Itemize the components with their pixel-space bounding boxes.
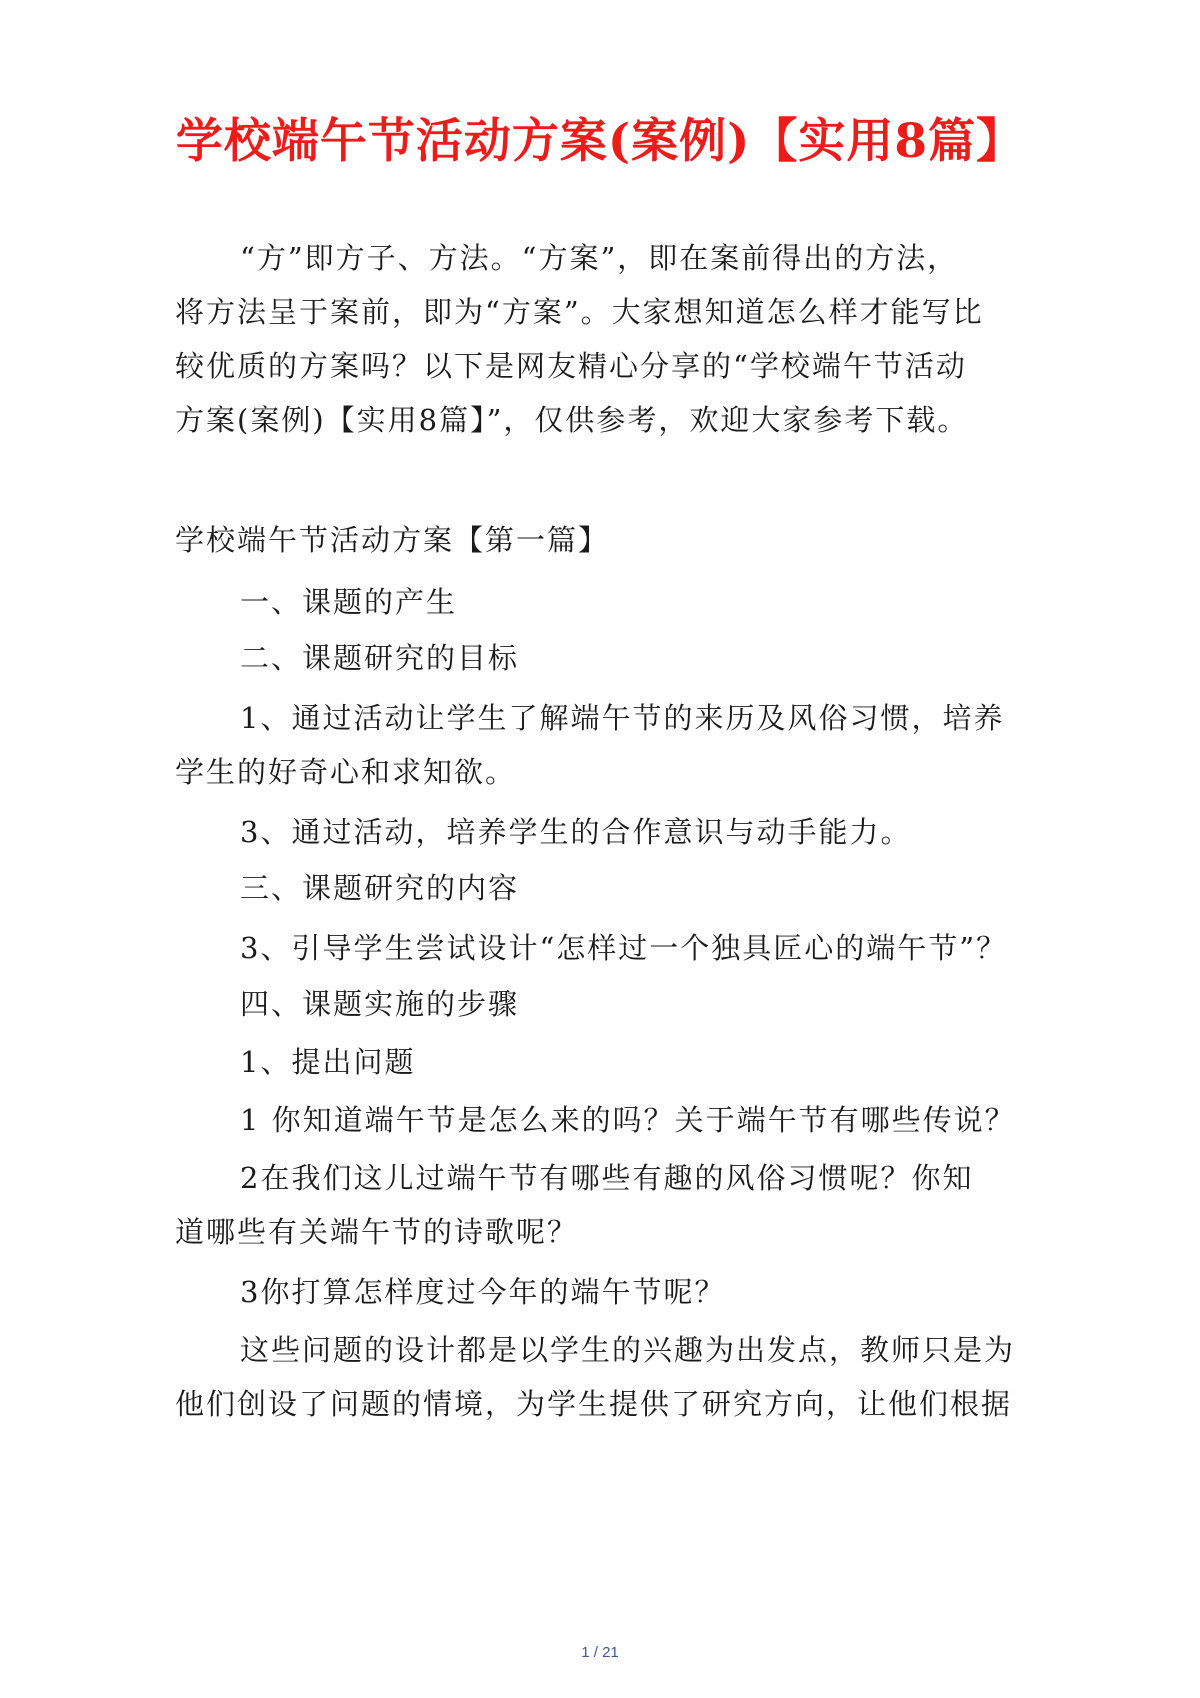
body-line: 二、课题研究的目标 [240,641,520,675]
intro-paragraph-line: 将方法呈于案前，即为“方案”。大家想知道怎么样才能写比 [175,295,984,329]
body-line: 1、提出问题 [240,1045,416,1079]
body-line: 3、引导学生尝试设计“怎样过一个独具匠心的端午节”？ [240,931,1008,965]
body-line: 1、通过活动让学生了解端午节的来历及风俗习惯，培养 [240,701,1005,735]
body-line: 3你打算怎样度过今年的端午节呢？ [240,1275,726,1309]
body-line: 三、课题研究的内容 [240,871,520,905]
body-line: 一、课题的产生 [240,585,458,619]
section-heading: 学校端午节活动方案【第一篇】 [175,523,610,557]
intro-paragraph-line: 较优质的方案吗？以下是网友精心分享的“学校端午节活动 [175,349,967,383]
body-line: 他们创设了问题的情境，为学生提供了研究方向，让他们根据 [175,1387,1013,1421]
body-line: 2在我们这儿过端午节有哪些有趣的风俗习惯呢？你知 [240,1161,974,1195]
intro-paragraph-line: 方案(案例)【实用8篇】”，仅供参考，欢迎大家参考下载。 [175,403,969,437]
body-line: 学生的好奇心和求知欲。 [175,755,517,789]
body-line: 四、课题实施的步骤 [240,987,520,1021]
body-line: 3、通过活动，培养学生的合作意识与动手能力。 [240,815,912,849]
body-line: 1 你知道端午节是怎么来的吗？关于端午节有哪些传说？ [240,1103,1016,1137]
intro-paragraph-line: “方”即方子、方法。“方案”，即在案前得出的方法， [240,241,959,275]
body-line: 这些问题的设计都是以学生的兴趣为出发点，教师只是为 [240,1333,1016,1367]
body-line: 道哪些有关端午节的诗歌呢？ [175,1215,579,1249]
page-number: 1 / 21 [581,1644,619,1661]
document-title: 学校端午节活动方案(案例)【实用8篇】 [175,114,1025,169]
